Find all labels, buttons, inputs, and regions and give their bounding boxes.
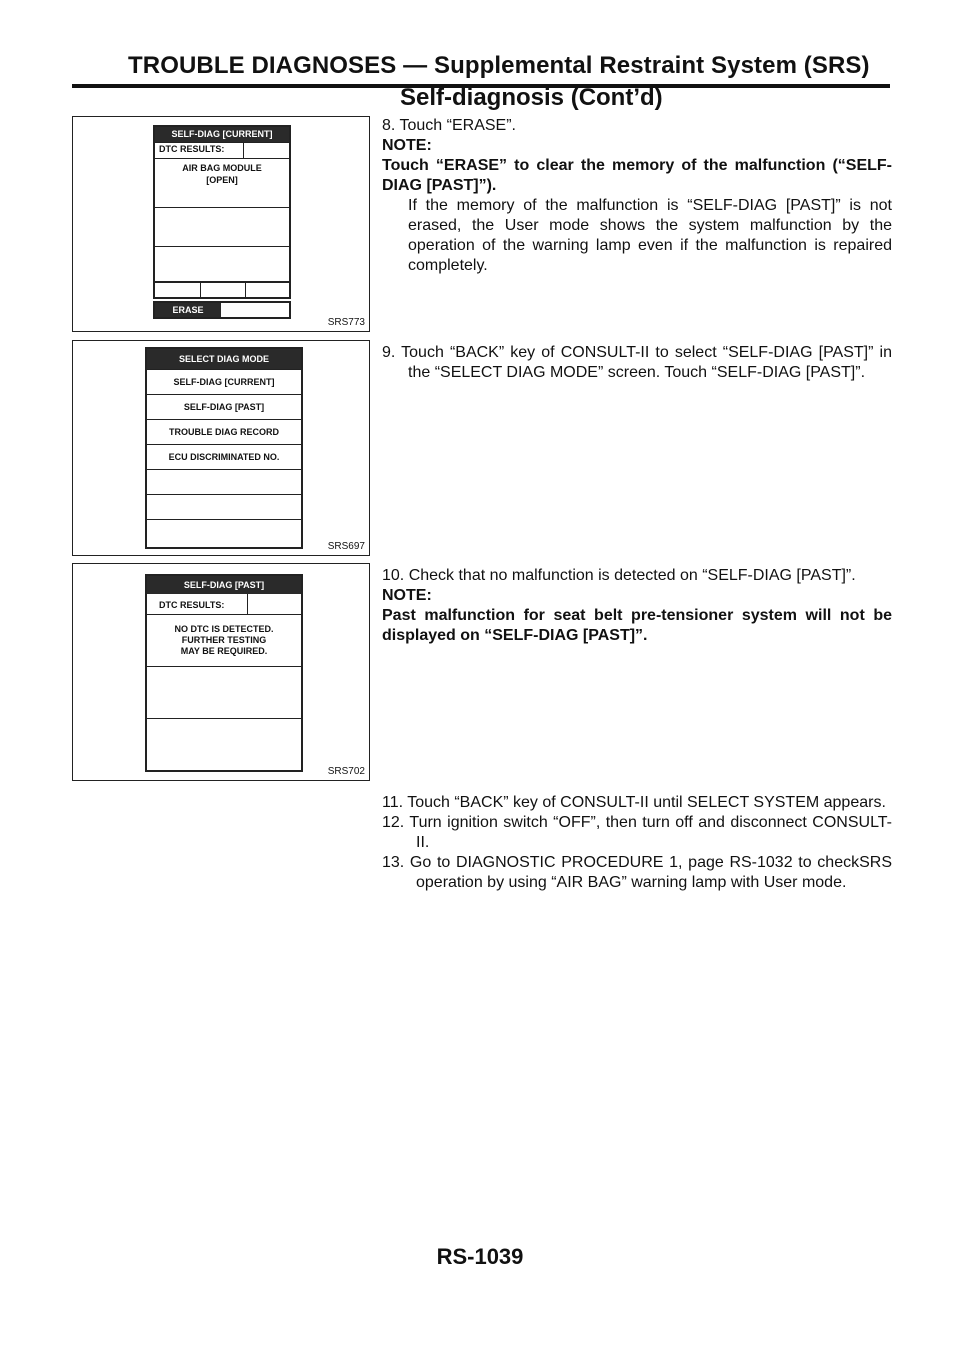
figure-id: SRS697 (327, 541, 365, 552)
menu-item-empty (147, 494, 301, 520)
step-11-13-block (382, 793, 892, 893)
menu-item-self-diag-past[interactable]: SELF-DIAG [PAST] (147, 394, 301, 420)
step-8: 8. Touch “ERASE”. (382, 117, 516, 134)
result-line-1: NO DTC IS DETECTED. (174, 624, 274, 634)
step-10-block (382, 566, 892, 646)
screen-title: SELF-DIAG [PAST] (147, 576, 301, 594)
step-11: 11. Touch “BACK” key of CONSULT-II until SELECT SYSTEM appears. (382, 794, 886, 811)
figure-id: SRS773 (327, 317, 365, 328)
result-line-1: AIR BAG MODULE (182, 163, 262, 173)
dtc-results-label: DTC RESULTS: (159, 144, 225, 154)
step-8-block (382, 116, 892, 276)
step-9-block (382, 343, 892, 383)
figure-srs697 (72, 340, 370, 556)
erase-row (153, 301, 291, 319)
consult-screen-current (153, 125, 291, 286)
page-number: RS-1039 (436, 1244, 524, 1269)
menu-item-ecu-discriminated-no[interactable]: ECU DISCRIMINATED NO. (147, 444, 301, 470)
note-label: NOTE: (382, 587, 432, 604)
step-8-detail: If the memory of the malfunction is “SELF-DIAG [PAST]” is not erased, the User mode shows the system malfunction by the operation of the warning lamp even if the malfunction is repaired completely. (408, 197, 892, 274)
screen-title: SELECT DIAG MODE (147, 349, 301, 369)
note-text: Past malfunction for seat belt pre-tensioner system will not be displayed on “SELF-DIAG [PAST]”. (382, 607, 892, 644)
menu-item-empty (147, 519, 301, 545)
step-10: 10. Check that no malfunction is detected on “SELF-DIAG [PAST]”. (382, 567, 856, 584)
select-diag-mode-screen (145, 347, 303, 549)
note-text: Touch “ERASE” to clear the memory of the malfunction (“SELF-DIAG [PAST]”). (382, 157, 892, 194)
header-title: TROUBLE DIAGNOSES — Supplemental Restraint System (SRS) (128, 52, 870, 79)
step-9: 9. Touch “BACK” key of CONSULT-II to select “SELF-DIAG [PAST]” in the “SELECT DIAG MODE” screen. Touch “SELF-DIAG [PAST]”. (382, 344, 892, 381)
figure-id: SRS702 (327, 766, 365, 777)
consult-screen-past (145, 574, 303, 772)
step-13: 13. Go to DIAGNOSTIC PROCEDURE 1, page RS-1032 to checkSRS operation by using “AIR BAG” warning lamp with User mode. (382, 854, 892, 891)
figure-srs702 (72, 563, 370, 781)
step-12: 12. Turn ignition switch “OFF”, then turn off and disconnect CONSULT-II. (382, 814, 892, 851)
result-line-2: FURTHER TESTING (181, 635, 267, 645)
screen-title: SELF-DIAG [CURRENT] (155, 127, 289, 142)
menu-item-empty (147, 469, 301, 495)
menu-item-trouble-diag-record[interactable]: TROUBLE DIAG RECORD (147, 419, 301, 445)
dtc-results-label: DTC RESULTS: (159, 600, 225, 610)
figure-srs773 (72, 116, 370, 332)
result-line-3: MAY BE REQUIRED. (180, 646, 268, 656)
section-subtitle: Self-diagnosis (Cont’d) (400, 84, 663, 111)
note-label: NOTE: (382, 137, 432, 154)
erase-button[interactable]: ERASE (155, 303, 221, 317)
key-row (153, 281, 291, 299)
result-line-2: [OPEN] (206, 175, 238, 185)
menu-item-self-diag-current[interactable]: SELF-DIAG [CURRENT] (147, 369, 301, 395)
